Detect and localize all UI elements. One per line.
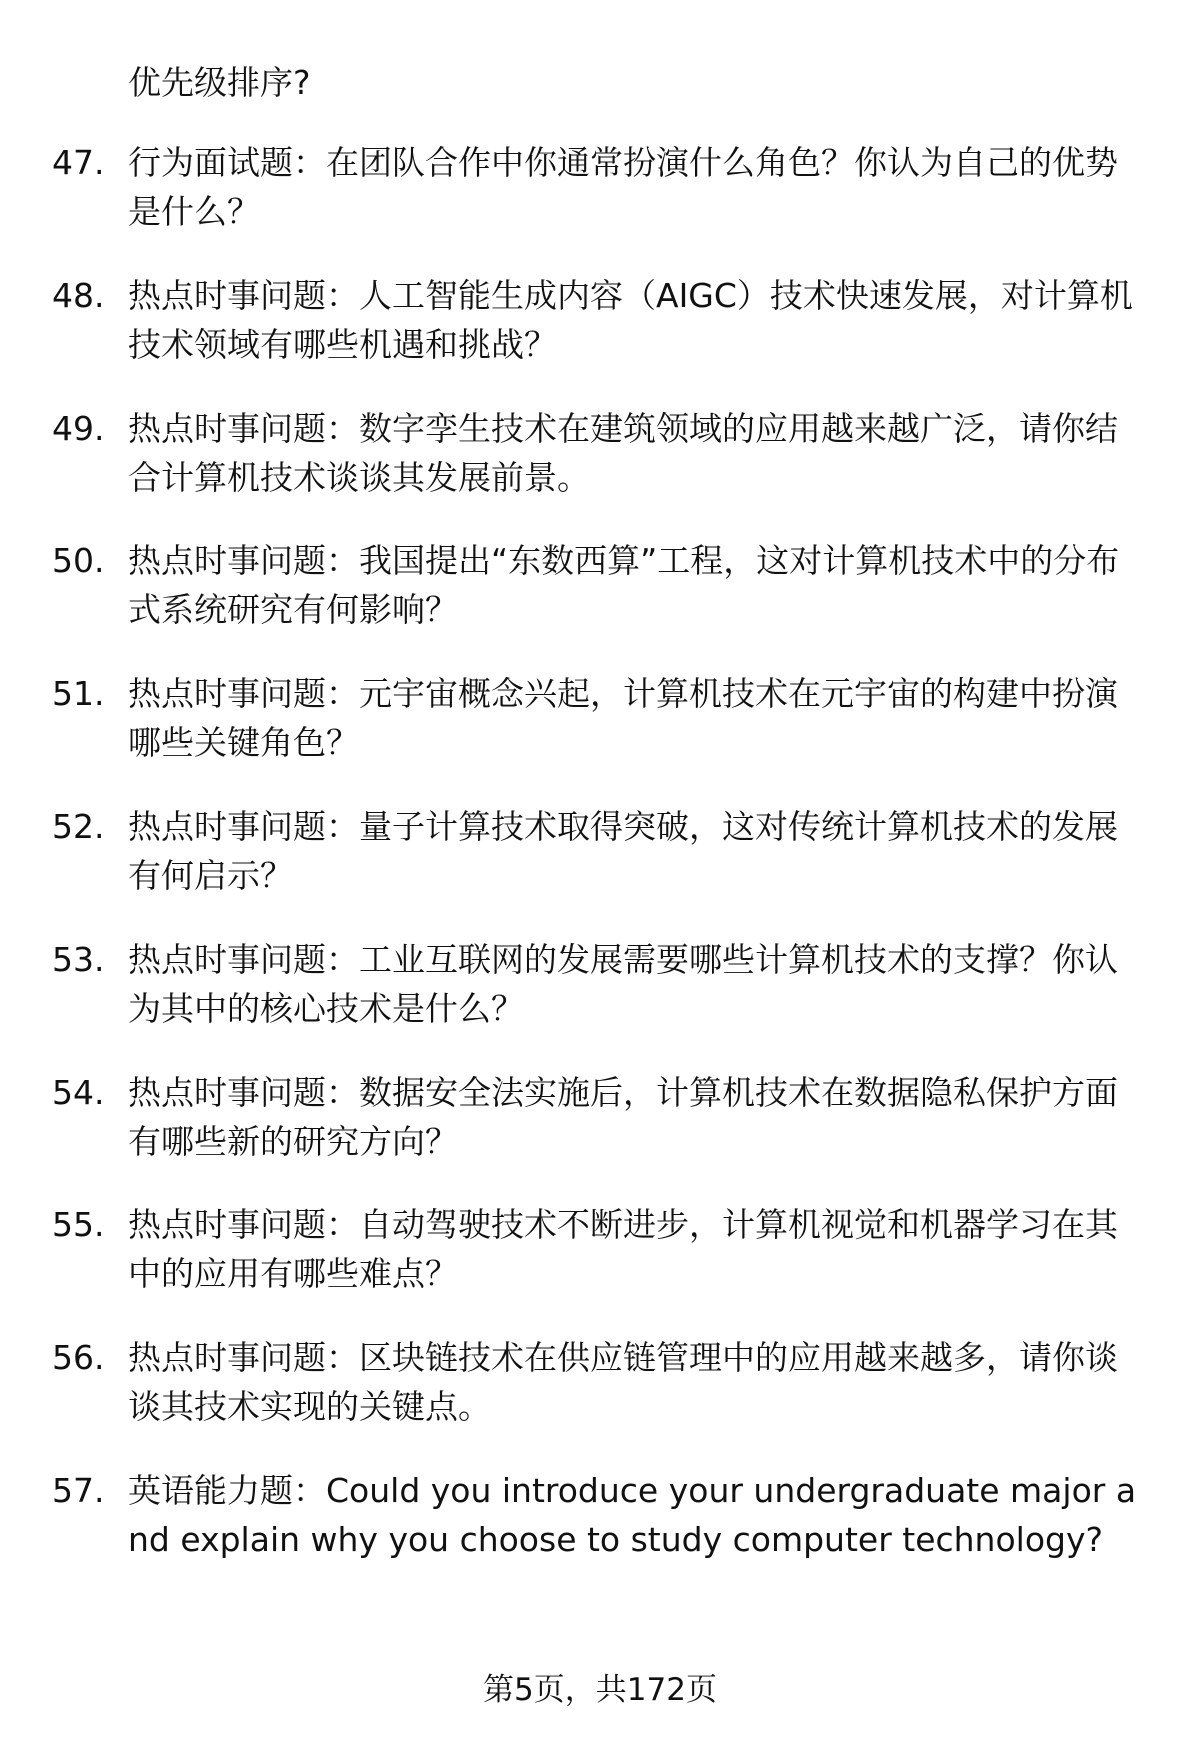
question-list: [52, 138, 1152, 1599]
question-number: 53.: [52, 939, 105, 979]
question-item: [52, 1333, 1152, 1431]
question-item: [52, 802, 1152, 900]
question-item: [52, 271, 1152, 369]
question-text: 热点时事问题：元宇宙概念兴起，计算机技术在元宇宙的构建中扮演哪些关键角色？: [128, 674, 1118, 763]
question-text: 热点时事问题：工业互联网的发展需要哪些计算机技术的支撑？你认为其中的核心技术是什么？: [128, 939, 1118, 1028]
question-text: 热点时事问题：自动驾驶技术不断进步，计算机视觉和机器学习在其中的应用有哪些难点？: [128, 1205, 1118, 1294]
question-item: [52, 1200, 1152, 1298]
question-text: 热点时事问题：我国提出“东数西算”工程，这对计算机技术中的分布式系统研究有何影响？: [128, 541, 1120, 630]
question-number: 51.: [52, 674, 105, 714]
question-number: 48.: [52, 275, 105, 315]
page-footer: 第5页，共172页: [483, 1672, 717, 1708]
question-text: 行为面试题：在团队合作中你通常扮演什么角色？你认为自己的优势是什么？: [128, 143, 1118, 231]
question-item: [52, 1068, 1152, 1166]
question-number: 50.: [52, 541, 105, 581]
question-text: 热点时事问题：区块链技术在供应链管理中的应用越来越多，请你谈谈其技术实现的关键点。: [128, 1338, 1118, 1427]
question-text: 热点时事问题：量子计算技术取得突破，这对传统计算机技术的发展有何启示？: [128, 806, 1118, 895]
question-number: 55.: [52, 1205, 105, 1245]
continuation-text: 优先级排序?: [128, 63, 311, 102]
question-item: [52, 536, 1152, 634]
question-number: 47.: [52, 143, 105, 182]
question-item: [52, 138, 1152, 236]
question-text: 英语能力题：Could you introduce your undergraduate major and explain why you choose to study computer technology?: [128, 1470, 1137, 1559]
question-item: [52, 669, 1152, 767]
question-number: 54.: [52, 1072, 105, 1112]
question-text: 热点时事问题：数据安全法实施后，计算机技术在数据隐私保护方面有哪些新的研究方向？: [128, 1072, 1118, 1161]
question-number: 56.: [52, 1338, 105, 1378]
question-number: 49.: [52, 408, 105, 448]
question-item: [52, 935, 1152, 1033]
question-item: [52, 404, 1152, 502]
question-text: 热点时事问题：数字孪生技术在建筑领域的应用越来越广泛，请你结合计算机技术谈谈其发展前景。: [128, 408, 1118, 497]
question-number: 52.: [52, 806, 105, 846]
question-text: 热点时事问题：人工智能生成内容（AIGC）技术快速发展，对计算机技术领域有哪些机遇和挑战？: [128, 275, 1133, 364]
question-item: [52, 1466, 1152, 1564]
question-number: 57.: [52, 1470, 105, 1510]
